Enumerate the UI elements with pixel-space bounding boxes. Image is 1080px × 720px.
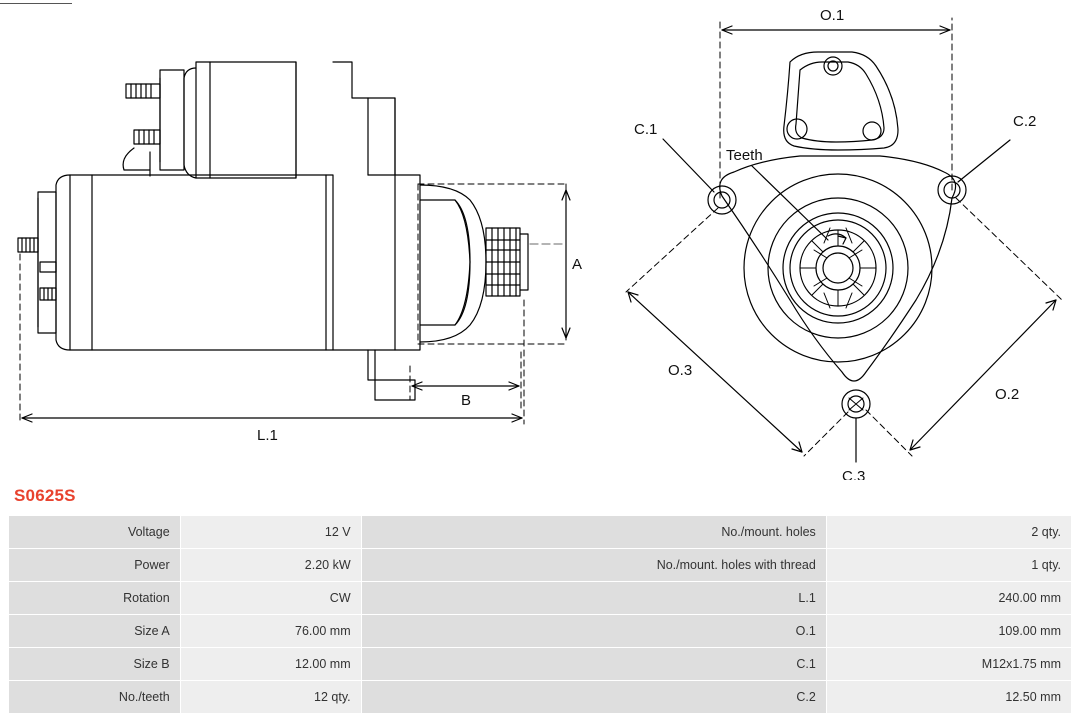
label-a: A — [572, 256, 583, 273]
spec-value: 12.00 mm — [180, 648, 361, 681]
label-o3: O.3 — [668, 362, 693, 379]
label-o1: O.1 — [820, 7, 845, 24]
spec-label: No./teeth — [9, 681, 181, 714]
spec-value: 12 qty. — [180, 681, 361, 714]
spec-label: Voltage — [9, 516, 181, 549]
table-row — [9, 582, 1072, 615]
spec-label-secondary: No./mount. holes with thread — [361, 549, 826, 582]
label-c2: C.2 — [1013, 113, 1037, 130]
label-o2: O.2 — [995, 386, 1020, 403]
spec-value-secondary: 1 qty. — [826, 549, 1071, 582]
spec-value: 12 V — [180, 516, 361, 549]
label-c1: C.1 — [634, 121, 658, 138]
spec-value-secondary: 240.00 mm — [826, 582, 1071, 615]
spec-value: CW — [180, 582, 361, 615]
table-row — [9, 615, 1072, 648]
label-l1: L.1 — [257, 427, 278, 444]
spec-label: Size A — [9, 615, 181, 648]
spec-label-secondary: L.1 — [361, 582, 826, 615]
spec-value-secondary: 12.50 mm — [826, 681, 1071, 714]
spec-label-secondary: O.1 — [361, 615, 826, 648]
spec-value-secondary: 109.00 mm — [826, 615, 1071, 648]
spec-value: 2.20 kW — [180, 549, 361, 582]
label-c3: C.3 — [842, 468, 866, 480]
table-row — [9, 648, 1072, 681]
table-row — [9, 549, 1072, 582]
specification-table — [8, 515, 1072, 714]
spec-label: Rotation — [9, 582, 181, 615]
spec-table-body — [9, 516, 1072, 714]
spec-label: Size B — [9, 648, 181, 681]
table-row — [9, 516, 1072, 549]
spec-value: 76.00 mm — [180, 615, 361, 648]
spec-label-secondary: C.1 — [361, 648, 826, 681]
part-code: S0625S — [14, 486, 76, 505]
label-teeth: Teeth — [726, 147, 763, 164]
spec-label: Power — [9, 549, 181, 582]
spec-value-secondary: 2 qty. — [826, 516, 1071, 549]
label-b: B — [461, 392, 472, 409]
table-row — [9, 681, 1072, 714]
spec-value-secondary: M12x1.75 mm — [826, 648, 1071, 681]
spec-label-secondary: C.2 — [361, 681, 826, 714]
spec-label-secondary: No./mount. holes — [361, 516, 826, 549]
side-view-group — [18, 62, 570, 424]
